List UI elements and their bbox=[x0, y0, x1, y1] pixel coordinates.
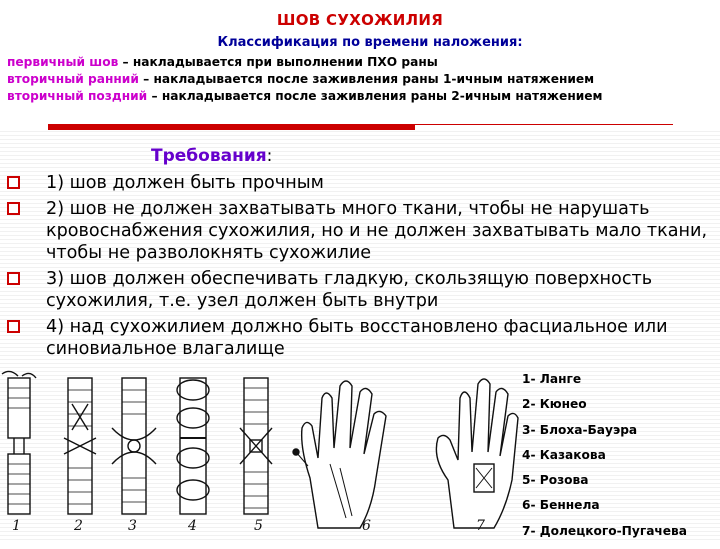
figure-number: 1 bbox=[12, 518, 21, 534]
suture-figure-1 bbox=[2, 371, 36, 514]
square-bullet-icon bbox=[7, 272, 20, 285]
suture-figure-5 bbox=[240, 378, 272, 514]
classification-early-secondary bbox=[7, 72, 594, 86]
figure-number: 2 bbox=[74, 518, 83, 534]
requirement-item bbox=[0, 172, 715, 194]
legend-item: 2- Кюнео bbox=[522, 397, 587, 412]
hand-figure-7 bbox=[436, 379, 518, 528]
requirement-text: 4) над сухожилием должно быть восстановлено фасциальное или синовиальное влагалище bbox=[46, 317, 668, 359]
classification-subtitle: Классификация по времени наложения: bbox=[217, 35, 523, 50]
requirements-list bbox=[0, 172, 715, 364]
page-title: ШОВ СУХОЖИЛИЯ bbox=[276, 11, 444, 29]
suture-figure-3 bbox=[112, 378, 156, 514]
classification-text: – накладывается при выполнении ПХО раны bbox=[118, 55, 438, 69]
legend-item: 5- Розова bbox=[522, 473, 589, 488]
requirement-item bbox=[0, 268, 715, 312]
requirements-heading-colon: : bbox=[266, 146, 273, 166]
requirements-heading-text: Требования bbox=[151, 146, 267, 166]
requirements-heading bbox=[151, 146, 272, 166]
figure-number: 6 bbox=[362, 518, 371, 534]
accent-bar bbox=[48, 124, 415, 130]
figure-number: 4 bbox=[188, 518, 197, 534]
suture-legend bbox=[522, 372, 687, 549]
requirement-text: 1) шов должен быть прочным bbox=[46, 173, 324, 193]
legend-item: 1- Ланге bbox=[522, 372, 582, 386]
tendon-suture-illustration bbox=[0, 368, 520, 540]
classification-term: вторичный ранний bbox=[7, 72, 139, 86]
classification-primary bbox=[7, 55, 438, 69]
square-bullet-icon bbox=[7, 176, 20, 189]
suture-figure-4 bbox=[177, 378, 209, 514]
figure-number: 3 bbox=[128, 518, 137, 534]
figure-number: 7 bbox=[476, 518, 485, 534]
classification-term: вторичный поздний bbox=[7, 89, 148, 103]
classification-term: первичный шов bbox=[7, 55, 119, 69]
requirement-item bbox=[0, 316, 715, 360]
hand-figure-6 bbox=[293, 381, 386, 528]
classification-text: – накладывается после заживления раны 1-ичным натяжением bbox=[138, 72, 595, 86]
requirement-text: 3) шов должен обеспечивать гладкую, скользящую поверхность сухожилия, т.е. узел должен быть внутри bbox=[46, 269, 653, 311]
suture-figure-2 bbox=[64, 378, 96, 514]
legend-item: 7- Долецкого-Пугачева bbox=[522, 523, 687, 538]
classification-text: – накладывается после заживления раны 2-ичным натяжением bbox=[147, 89, 603, 103]
requirement-text: 2) шов не должен захватывать много ткани, чтобы не нарушать кровоснабжения сухожилия, но и не должен захватывать мало ткани, чтобы не разволокнять сухожилие bbox=[46, 199, 708, 263]
classification-late-secondary bbox=[7, 89, 603, 103]
legend-item: 6- Беннела bbox=[522, 498, 600, 513]
legend-item: 4- Казакова bbox=[522, 447, 606, 462]
figure-number: 5 bbox=[254, 518, 263, 534]
legend-item: 3- Блоха-Бауэра bbox=[522, 422, 638, 437]
square-bullet-icon bbox=[7, 202, 20, 215]
square-bullet-icon bbox=[7, 320, 20, 333]
requirement-item bbox=[0, 198, 715, 264]
